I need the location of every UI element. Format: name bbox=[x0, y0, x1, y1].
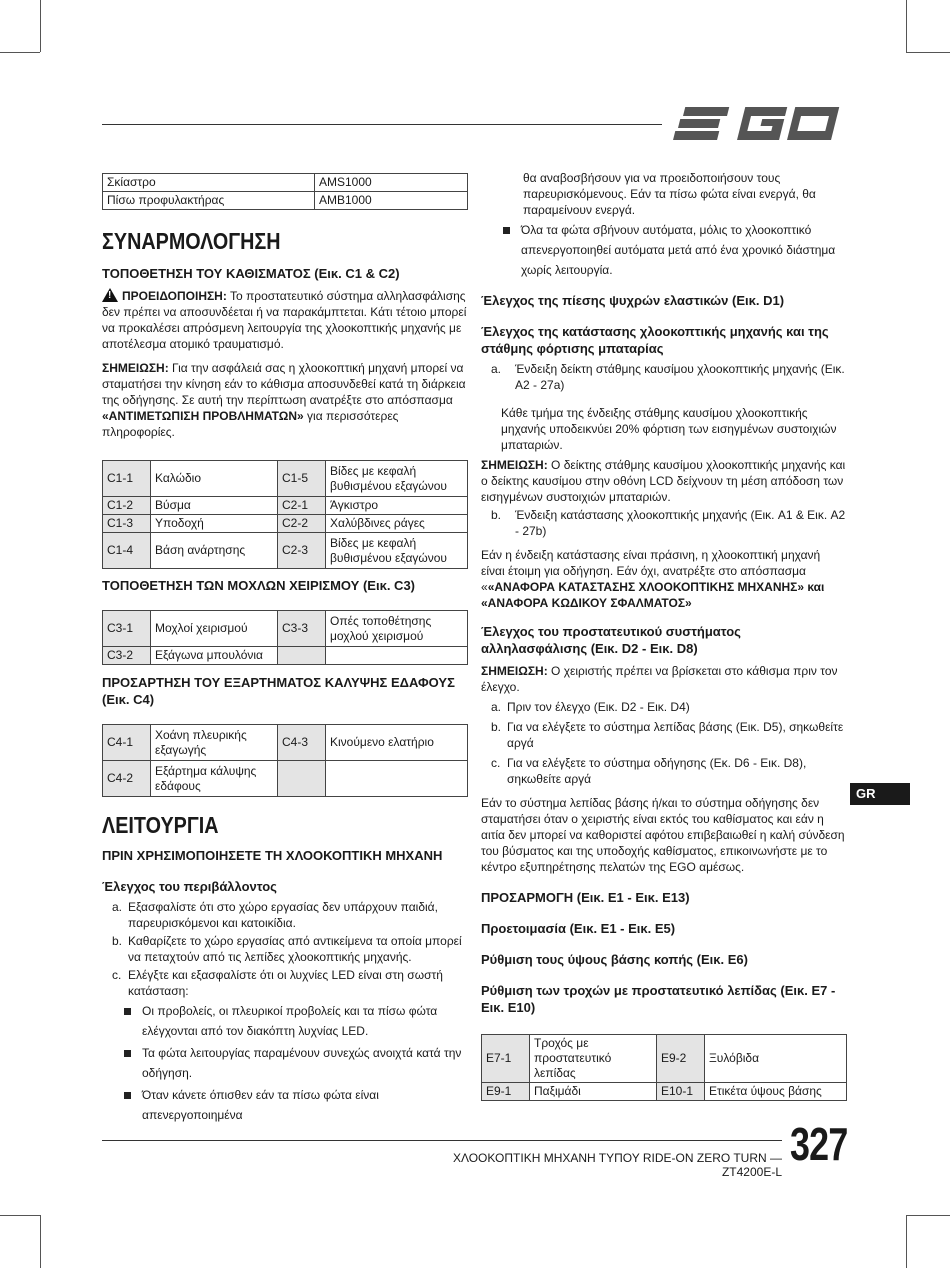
note-text: Για την ασφάλειά σας η χλοοκοπτική μηχανή μπορεί να σταματήσει την κίνηση εάν το κάθισμα αποσυνδεθεί κατά τη διάρκεια της οδήγησης. Σε αυτή την περίπτωση ανατρέξτε στο απόσπασμα bbox=[102, 361, 466, 407]
paragraph: Εάν η ένδειξη κατάστασης είναι πράσινη, η χλοοκοπτική μηχανή είναι έτοιμη για οδήγηση. Εάν όχι, ανατρέξτε στο απόσπασμα ««ΑΝΑΦΟΡΑ ΚΑΤΑΣΤΑΣΗΣ ΧΛΟΟΚΟΠΤΙΚΗΣ ΜΗΧΑΝΗΣ» και «ΑΝΑΦΟΡΑ ΚΩΔΙΚΟΥ ΣΦΑΛΜΑΤΟΣ» bbox=[481, 548, 825, 610]
bullet-icon bbox=[124, 1092, 131, 1099]
table-cell: Βίδες με κεφαλή βυθισμένου εξαγώνου bbox=[326, 461, 468, 497]
table-cell: Τροχός με προστατευτικό λεπίδας bbox=[530, 1035, 657, 1083]
table-row bbox=[103, 497, 468, 515]
table-cell: C4-2 bbox=[103, 761, 151, 797]
warning-paragraph bbox=[102, 288, 468, 352]
list-item: a. Εξασφαλίστε ότι στο χώρο εργασίας δεν υπάρχουν παιδιά, παρευρισκόμενοι και κατοικίδια. bbox=[112, 900, 438, 930]
table-row bbox=[103, 647, 468, 665]
bullet-icon bbox=[124, 1050, 131, 1057]
table-cell: C3-3 bbox=[278, 611, 326, 647]
table-cell: Καλώδιο bbox=[151, 461, 278, 497]
subsection-heading: Προετοιμασία (Εικ. E1 - Εικ. E5) bbox=[481, 921, 676, 936]
list-item: a. Πριν τον έλεγχο (Εικ. D2 - Εικ. D4) bbox=[491, 700, 690, 714]
env-list bbox=[102, 899, 468, 999]
list-item: Όλα τα φώτα σβήνουν αυτόματα, μόλις το χλοοκοπτικό απενεργοποιηθεί αυτόματα μετά από ένα χρονικό διάστημα χωρίς λειτουργία. bbox=[481, 220, 847, 280]
bullet-icon bbox=[124, 1008, 131, 1015]
table-row bbox=[103, 761, 468, 797]
seat-parts-table bbox=[102, 460, 468, 569]
section-title: ΛΕΙΤΟΥΡΓΙΑ bbox=[102, 812, 219, 838]
table-cell: C1-2 bbox=[103, 497, 151, 515]
table-cell: E7-1 bbox=[482, 1035, 530, 1083]
wheels-parts-table bbox=[481, 1034, 847, 1101]
crop-mark bbox=[906, 0, 907, 52]
table-cell: C2-1 bbox=[278, 497, 326, 515]
continued-bullet-text: θα αναβοσβήσουν για να προειδοποιήσουν τους παρευρισκόμενους. Εάν τα πίσω φώτα είναι ενεργά, θα παραμείνουν ενεργά. bbox=[523, 171, 816, 217]
note-reference: «ΑΝΤΙΜΕΤΩΠΙΣΗ ΠΡΟΒΛΗΜΑΤΩΝ» bbox=[102, 409, 304, 423]
list-item: Τα φώτα λειτουργίας παραμένουν συνεχώς ανοιχτά κατά την οδήγηση. bbox=[102, 1043, 468, 1083]
section-title: ΣΥΝΑΡΜΟΛΟΓΗΣΗ bbox=[102, 228, 281, 254]
footer-text: ΧΛΟΟΚΟΠΤΙΚΗ ΜΗΧΑΝΗ ΤΥΠΟΥ RIDE-ON ZERO TURN — ZT4200E-L bbox=[452, 1151, 782, 1179]
note-label: ΣΗΜΕΙΩΣΗ: bbox=[102, 361, 169, 375]
subsection-heading: Έλεγχος του προστατευτικού συστήματος αλληλασφάλισης (Εικ. D2 - Εικ. D8) bbox=[481, 624, 741, 656]
note-paragraph: ΣΗΜΕΙΩΣΗ: Ο χειριστής πρέπει να βρίσκεται στο κάθισμα πριν τον έλεγχο. bbox=[481, 664, 838, 694]
crop-mark bbox=[906, 1215, 907, 1268]
accessories-table bbox=[102, 173, 468, 210]
table-cell: C2-2 bbox=[278, 515, 326, 533]
list-item: Οι προβολείς, οι πλευρικοί προβολείς και τα πίσω φώτα ελέγχονται από τον διακόπτη λυχνίας LED. bbox=[102, 1001, 468, 1041]
table-row bbox=[103, 725, 468, 761]
table-cell: Άγκιστρο bbox=[326, 497, 468, 515]
note-paragraph: ΣΗΜΕΙΩΣΗ: Ο δείκτης στάθμης καυσίμου χλοοκοπτικής μηχανής και ο δείκτης καυσίμου στην οθόνη LCD δείχνουν τη μέση απόδοση των εισηγμένων συστοιχιών μπαταριών. bbox=[481, 458, 846, 504]
list-item: c. Για να ελέγξετε το σύστημα οδήγησης (Εκ. D6 - Εικ. D8), σηκωθείτε αργά bbox=[491, 756, 807, 786]
subsection-heading: Ρύθμιση τους ύψους βάσης κοπής (Εικ. E6) bbox=[481, 952, 748, 967]
ground-parts-table bbox=[102, 724, 468, 797]
levers-parts-table bbox=[102, 610, 468, 665]
section-heading: ΠΡΟΣΑΡΤΗΣΗ ΤΟΥ ΕΞΑΡΤΗΜΑΤΟΣ ΚΑΛΥΨΗΣ ΕΔΑΦΟΥΣ (Εικ. C4) bbox=[102, 675, 455, 707]
table-cell: E9-2 bbox=[657, 1035, 705, 1083]
table-cell: Βάση ανάρτησης bbox=[151, 533, 278, 569]
footer-rule bbox=[102, 1140, 782, 1141]
bullet-icon bbox=[503, 227, 510, 234]
subsection-heading: Ρύθμιση των τροχών με προστατευτικό λεπίδας (Εικ. E7 - Εικ. E10) bbox=[481, 983, 836, 1015]
table-cell: Οπές τοποθέτησης μοχλού χειρισμού bbox=[326, 611, 468, 647]
table-row bbox=[103, 461, 468, 497]
crop-mark bbox=[906, 1215, 950, 1216]
subsection-heading: Έλεγχος της κατάστασης χλοοκοπτικής μηχανής και της στάθμης φόρτισης μπαταρίας bbox=[481, 324, 829, 356]
table-cell: Ξυλόβιδα bbox=[705, 1035, 847, 1083]
table-cell: Πίσω προφυλακτήρας bbox=[103, 192, 315, 210]
table-cell: Κινούμενο ελατήριο bbox=[326, 725, 468, 761]
language-tab: GR bbox=[850, 783, 910, 805]
table-cell: C3-1 bbox=[103, 611, 151, 647]
section-heading: ΠΡΟΣΑΡΜΟΓΗ (Εικ. E1 - Εικ. E13) bbox=[481, 890, 690, 905]
left-column bbox=[102, 173, 468, 1125]
table-cell: Ετικέτα ύψους βάσης bbox=[705, 1083, 847, 1101]
paragraph: Κάθε τμήμα της ένδειξης στάθμης καυσίμου χλοοκοπτικής μηχανής υποδεικνύει 20% φόρτιση των εισηγμένων συστοιχιών μπαταριών. bbox=[501, 406, 837, 452]
right-column bbox=[481, 170, 847, 1101]
table-cell: C1-5 bbox=[278, 461, 326, 497]
table-cell: Παξιμάδι bbox=[530, 1083, 657, 1101]
interlock-list bbox=[481, 699, 847, 787]
list-item: Όταν κάνετε όπισθεν εάν τα πίσω φώτα είναι απενεργοποιημένα bbox=[102, 1085, 468, 1125]
list-item: a. Ένδειξη δείκτη στάθμης καυσίμου χλοοκοπτικής μηχανής (Εικ. A2 - 27a) bbox=[491, 362, 845, 392]
subsection-heading: Έλεγχος της πίεσης ψυχρών ελαστικών (Εικ. D1) bbox=[481, 293, 785, 308]
subsection-heading: Έλεγχος του περιβάλλοντος bbox=[102, 879, 277, 894]
table-cell: Σκίαστρο bbox=[103, 174, 315, 192]
table-cell: Βύσμα bbox=[151, 497, 278, 515]
ego-logo bbox=[672, 104, 844, 149]
table-cell: C1-1 bbox=[103, 461, 151, 497]
list-item: b. Καθαρίζετε το χώρο εργασίας από αντικείμενα τα οποία μπορεί να πεταχτούν από τις λεπίδες χλοοκοπτικής μηχανής. bbox=[112, 934, 462, 964]
table-cell: E10-1 bbox=[657, 1083, 705, 1101]
table-cell: C2-3 bbox=[278, 533, 326, 569]
table-cell bbox=[326, 647, 468, 665]
warning-text: Το προστατευτικό σύστημα αλληλασφάλισης δεν πρέπει να αποσυνδέεται ή να παρακάμπτεται. Κάτι τέτοιο μπορεί να προκαλέσει απρόσμενη λειτουργία της χλοοκοπτικής μηχανής με αποτέλεσμα ατομικό τραυματισμό. bbox=[102, 289, 467, 351]
table-row bbox=[103, 174, 468, 192]
crop-mark bbox=[0, 1215, 40, 1216]
table-cell: Εξάρτημα κάλυψης εδάφους bbox=[151, 761, 278, 797]
table-row bbox=[103, 533, 468, 569]
table-cell bbox=[326, 761, 468, 797]
section-heading: ΤΟΠΟΘΕΤΗΣΗ ΤΟΥ ΚΑΘΙΣΜΑΤΟΣ (Εικ. C1 & C2) bbox=[102, 266, 400, 281]
section-heading: ΤΟΠΟΘΕΤΗΣΗ ΤΩΝ ΜΟΧΛΩΝ ΧΕΙΡΙΣΜΟΥ (Εικ. C3) bbox=[102, 578, 415, 593]
list-item: b. Ένδειξη κατάστασης χλοοκοπτικής μηχανής (Εικ. A1 & Εικ. A2 - 27b) bbox=[491, 508, 846, 538]
table-cell: Χοάνη πλευρικής εξαγωγής bbox=[151, 725, 278, 761]
warning-label: ΠΡΟΕΙΔΟΠΟΙΗΣΗ: bbox=[122, 289, 227, 303]
crop-mark bbox=[906, 52, 950, 53]
table-cell: C1-4 bbox=[103, 533, 151, 569]
paragraph: Εάν το σύστημα λεπίδας βάσης ή/και το σύστημα οδήγησης δεν σταματήσει όταν ο χειριστής είναι εκτός του καθίσματος και εάν η αιτία δεν μπορεί να καθοριστεί αφότου επιβεβαιωθεί η καλή σύνδεση του βύσματος και της υποδοχής καθίσματος, επικοινωνήστε με το κέντρο εξυπηρέτησης πελατών της EGO αμέσως. bbox=[481, 796, 845, 874]
crop-mark bbox=[40, 0, 41, 52]
led-bullet-list bbox=[102, 1001, 468, 1125]
note-tail: για περισσότερες πληροφορίες. bbox=[102, 409, 399, 439]
warning-icon: ! bbox=[102, 288, 118, 302]
note-paragraph bbox=[102, 360, 468, 440]
table-cell: Εξάγωνα μπουλόνια bbox=[151, 647, 278, 665]
page-number: 327 bbox=[790, 1118, 848, 1170]
section-heading: ΠΡΙΝ ΧΡΗΣΙΜΟΠΟΙΗΣΕΤΕ ΤΗ ΧΛΟΟΚΟΠΤΙΚΗ ΜΗΧΑΝΗ bbox=[102, 848, 443, 863]
table-cell: Βίδες με κεφαλή βυθισμένου εξαγώνου bbox=[326, 533, 468, 569]
table-row bbox=[103, 611, 468, 647]
table-cell: Μοχλοί χειρισμού bbox=[151, 611, 278, 647]
table-cell: Υποδοχή bbox=[151, 515, 278, 533]
table-cell: C1-3 bbox=[103, 515, 151, 533]
table-row bbox=[482, 1083, 847, 1101]
table-cell: AMS1000 bbox=[315, 174, 468, 192]
table-row bbox=[103, 515, 468, 533]
table-cell bbox=[278, 761, 326, 797]
table-cell bbox=[278, 647, 326, 665]
crop-mark bbox=[40, 1215, 41, 1268]
table-cell: C3-2 bbox=[103, 647, 151, 665]
table-cell: AMB1000 bbox=[315, 192, 468, 210]
table-cell: E9-1 bbox=[482, 1083, 530, 1101]
header-rule bbox=[102, 124, 662, 125]
crop-mark bbox=[0, 52, 40, 53]
table-cell: C4-3 bbox=[278, 725, 326, 761]
list-item: b. Για να ελέγξετε το σύστημα λεπίδας βάσης (Εικ. D5), σηκωθείτε αργά bbox=[491, 720, 844, 750]
table-row bbox=[482, 1035, 847, 1083]
table-cell: Χαλύβδινες ράγες bbox=[326, 515, 468, 533]
list-item: c. Ελέγξτε και εξασφαλίστε ότι οι λυχνίες LED είναι στη σωστή κατάσταση: bbox=[112, 968, 443, 998]
table-row bbox=[103, 192, 468, 210]
table-cell: C4-1 bbox=[103, 725, 151, 761]
